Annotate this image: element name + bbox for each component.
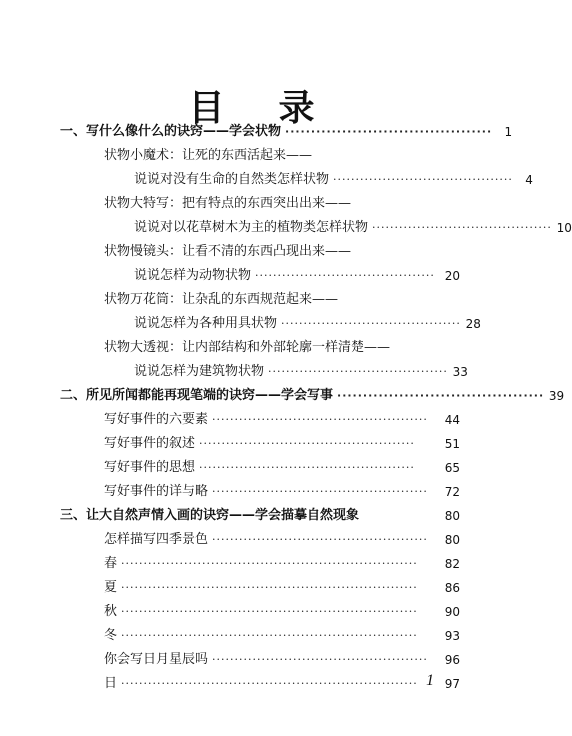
toc-label: 你会写日月星辰吗	[104, 652, 209, 667]
toc-entry[interactable]	[134, 265, 460, 287]
toc-page-number: 65	[444, 461, 460, 475]
toc-chapter-3[interactable]	[60, 505, 460, 527]
toc-chapter-2[interactable]	[60, 385, 565, 407]
toc-label: 写好事件的详与略	[104, 484, 209, 499]
toc-label: 写好事件的思想	[104, 460, 196, 475]
toc-label: 写好事件的六要素	[104, 412, 209, 427]
toc-leader: ········································	[372, 221, 552, 234]
toc-entry[interactable]	[104, 649, 460, 671]
toc-entry[interactable]	[104, 337, 460, 359]
toc-label: 写好事件的叙述	[104, 436, 196, 451]
toc-page-number: 96	[444, 653, 460, 667]
toc-page-number: 1	[504, 125, 513, 139]
toc-page-number: 82	[444, 557, 460, 571]
toc-entry[interactable]	[104, 673, 460, 695]
toc-label: 说说怎样为各种用具状物	[134, 316, 278, 331]
toc-page-number: 86	[444, 581, 460, 595]
toc-label: 状物小魔术：让死的东西活起来——	[104, 148, 313, 163]
toc-entry[interactable]	[104, 625, 460, 647]
toc-entry[interactable]	[104, 601, 460, 623]
toc-label: 说说对没有生命的自然类怎样状物	[134, 172, 330, 187]
toc-label: 一、写什么像什么的诀窍——学会状物	[60, 124, 282, 139]
toc-leader: ········································	[333, 173, 513, 186]
toc-entry[interactable]	[104, 193, 460, 215]
toc-label: 三、让大自然声情入画的诀窍——学会描摹自然现象	[60, 508, 360, 523]
toc-label: 说说怎样为动物状物	[134, 268, 252, 283]
toc-page-number: 90	[444, 605, 460, 619]
toc-entry[interactable]	[104, 481, 460, 503]
toc-entry[interactable]	[134, 313, 481, 335]
toc-page-number: 39	[548, 389, 565, 403]
toc-entry[interactable]	[104, 145, 460, 167]
toc-label: 二、所见所闻都能再现笔端的诀窍——学会写事	[60, 388, 334, 403]
toc-page-number: 28	[465, 317, 481, 331]
toc-leader: ········································	[268, 365, 448, 378]
toc-leader: ················································	[212, 533, 428, 546]
toc-page-number: 4	[525, 173, 533, 187]
toc-entry[interactable]	[134, 361, 468, 383]
toc-leader: ··································································	[121, 677, 418, 690]
toc-leader: ················································	[212, 653, 428, 666]
toc-leader: ··································································	[121, 605, 418, 618]
toc-leader: ··································································	[121, 581, 418, 594]
toc-leader: ········································	[337, 389, 545, 402]
toc-entry[interactable]	[134, 169, 533, 191]
toc-entry[interactable]	[104, 529, 460, 551]
toc-page-number: 44	[444, 413, 460, 427]
toc-leader: ··································································	[121, 629, 418, 642]
toc-entry[interactable]	[104, 241, 460, 263]
toc-page-number: 93	[444, 629, 460, 643]
toc-leader: ················································	[199, 461, 415, 474]
toc-entry[interactable]	[134, 217, 572, 239]
toc-leader: ················································	[212, 485, 428, 498]
toc-leader: ················································	[199, 437, 415, 450]
toc-label: 状物万花筒：让杂乱的东西规范起来——	[104, 292, 339, 307]
toc-label: 状物慢镜头：让看不清的东西凸现出来——	[104, 244, 352, 259]
toc-entry[interactable]	[104, 553, 460, 575]
toc-page-number: 51	[444, 437, 460, 451]
toc-page-number: 80	[444, 509, 460, 523]
toc-leader: ········································	[281, 317, 461, 330]
toc-page-number: 33	[452, 365, 468, 379]
toc-label: 春	[104, 556, 118, 571]
toc-label: 状物大特写：把有特点的东西突出出来——	[104, 196, 352, 211]
toc-entry[interactable]	[104, 457, 460, 479]
toc-label: 夏	[104, 580, 118, 595]
toc-page-number: 72	[444, 485, 460, 499]
toc-label: 说说对以花草树木为主的植物类怎样状物	[134, 220, 369, 235]
toc-label: 冬	[104, 628, 118, 643]
toc-page-number: 97	[444, 677, 460, 691]
toc-chapter-1[interactable]	[60, 121, 513, 143]
toc-leader: ··································································	[121, 557, 418, 570]
toc-label: 怎样描写四季景色	[104, 532, 209, 547]
toc-page-number: 20	[444, 269, 460, 283]
page-number: 1	[426, 672, 434, 689]
toc-leader: ········································	[285, 125, 493, 138]
toc-label: 日	[104, 676, 118, 691]
toc-entry[interactable]	[104, 289, 460, 311]
toc-entry[interactable]	[104, 409, 460, 431]
toc-entry[interactable]	[104, 433, 460, 455]
title-char-2: 录	[278, 88, 317, 129]
toc-label: 说说怎样为建筑物状物	[134, 364, 265, 379]
toc-page-number: 10	[556, 221, 572, 235]
toc-leader: ················································	[212, 413, 428, 426]
toc-entry[interactable]	[104, 577, 460, 599]
toc-label: 状物大透视：让内部结构和外部轮廓一样清楚——	[104, 340, 391, 355]
title-char-1: 目	[188, 88, 227, 129]
toc-label: 秋	[104, 604, 118, 619]
toc-leader: ········································	[255, 269, 435, 282]
toc-page-number: 80	[444, 533, 460, 547]
